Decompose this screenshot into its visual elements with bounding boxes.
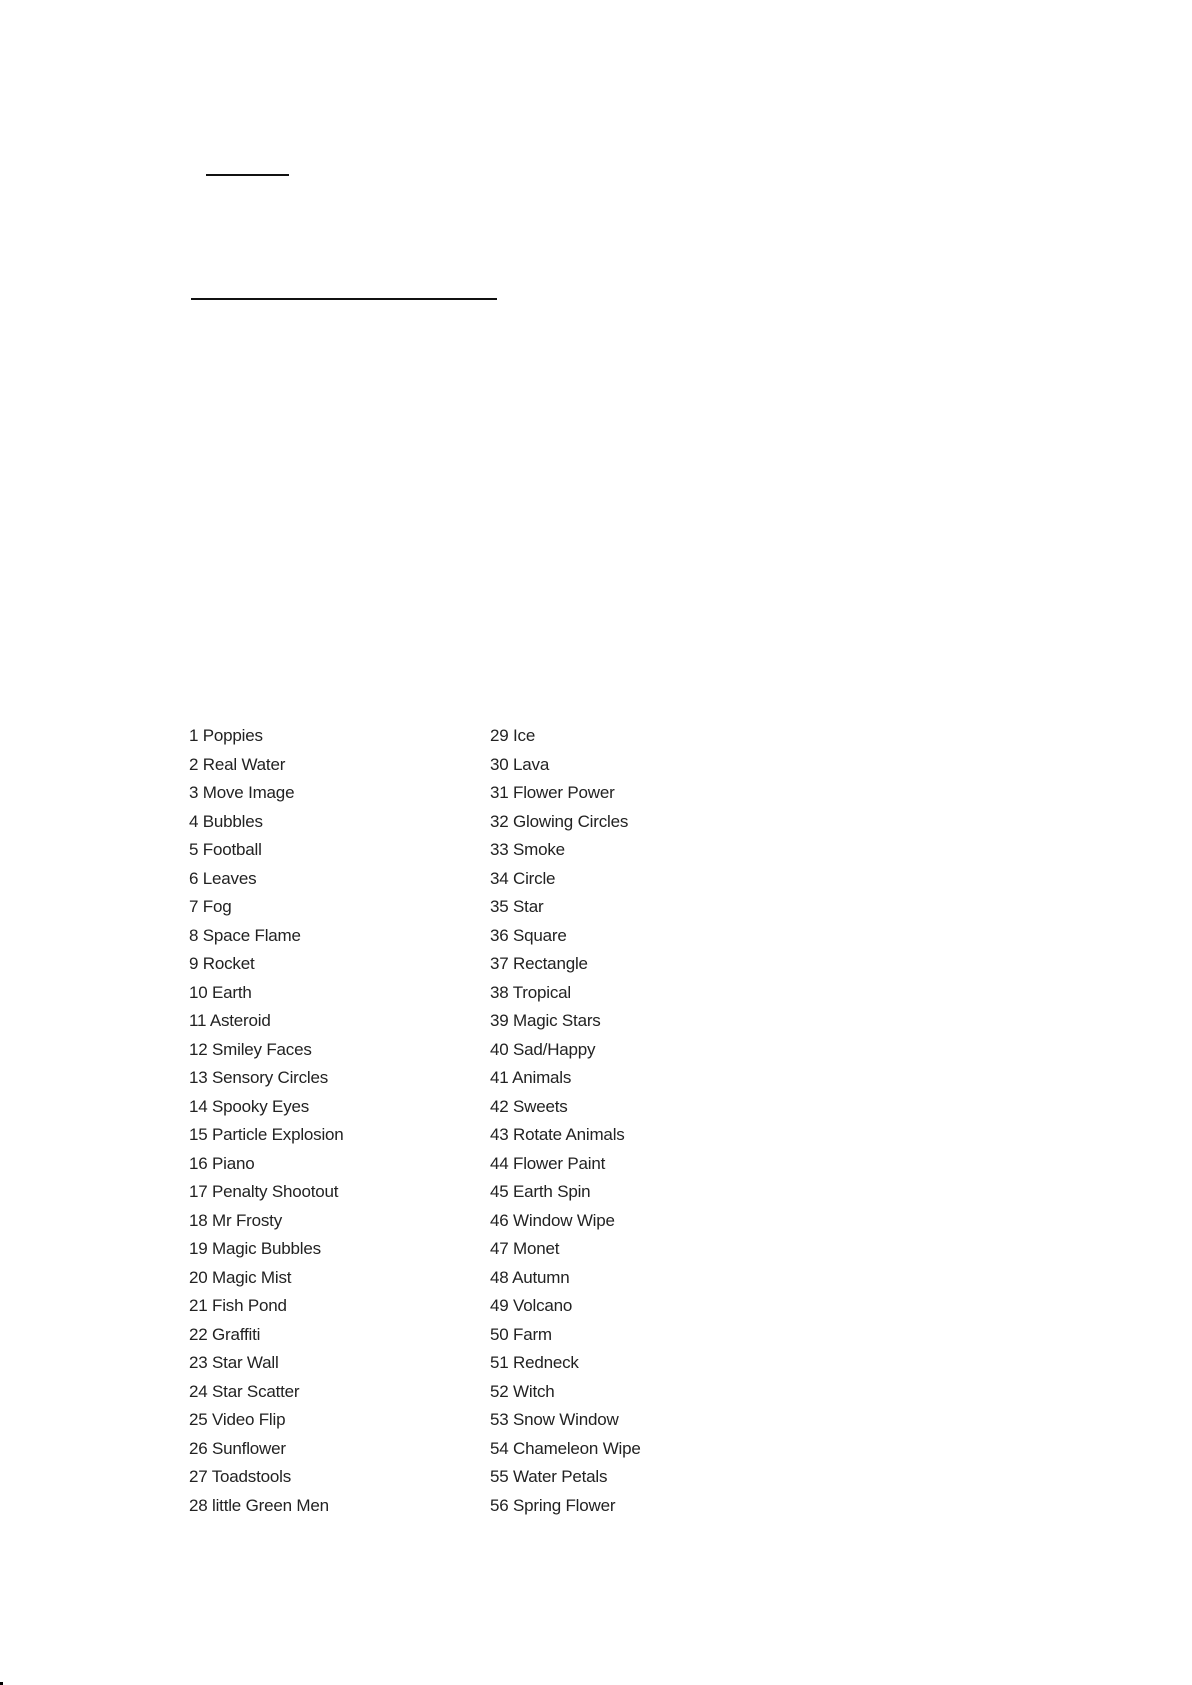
list-item: 28 little Green Men bbox=[189, 1495, 329, 1515]
list-item: 18 Mr Frosty bbox=[189, 1210, 283, 1230]
list-item: 33 Smoke bbox=[490, 840, 565, 859]
list-item: 2 Real Water bbox=[189, 754, 286, 774]
list-item: 34 Circle bbox=[490, 868, 556, 888]
list-item: 5 Football bbox=[189, 840, 262, 859]
list-item: 53 Snow Window bbox=[490, 1410, 619, 1429]
list-item: 37 Rectangle bbox=[490, 954, 588, 973]
list-item: 31 Flower Power bbox=[490, 783, 615, 802]
list-item: 35 Star bbox=[490, 897, 544, 916]
heading-underline-long bbox=[191, 298, 497, 300]
list-item: 30 Lava bbox=[490, 754, 550, 774]
list-item: 25 Video Flip bbox=[189, 1410, 286, 1429]
list-item: 10 Earth bbox=[189, 982, 252, 1002]
list-item: 6 Leaves bbox=[189, 868, 257, 888]
list-item: 29 Ice bbox=[490, 726, 536, 745]
list-item: 41 Animals bbox=[490, 1068, 572, 1087]
effects-list-left-column bbox=[189, 722, 344, 1520]
list-item: 26 Sunflower bbox=[189, 1438, 286, 1458]
list-item: 4 Bubbles bbox=[189, 811, 263, 831]
list-item: 51 Redneck bbox=[490, 1353, 579, 1372]
list-item: 7 Fog bbox=[189, 897, 232, 916]
list-item: 14 Spooky Eyes bbox=[189, 1096, 310, 1116]
list-item: 46 Window Wipe bbox=[490, 1210, 615, 1230]
list-item: 22 Graffiti bbox=[189, 1324, 261, 1344]
list-item: 39 Magic Stars bbox=[490, 1011, 601, 1030]
list-item: 36 Square bbox=[490, 925, 567, 945]
list-item: 50 Farm bbox=[490, 1324, 552, 1344]
list-item: 16 Piano bbox=[189, 1153, 255, 1173]
list-item: 38 Tropical bbox=[490, 982, 571, 1002]
list-item: 3 Move Image bbox=[189, 783, 295, 802]
heading-underline-short bbox=[206, 174, 289, 176]
list-item: 48 Autumn bbox=[490, 1267, 570, 1287]
list-item: 13 Sensory Circles bbox=[189, 1068, 329, 1087]
list-item: 56 Spring Flower bbox=[490, 1495, 616, 1515]
list-item: 27 Toadstools bbox=[189, 1467, 291, 1486]
list-item: 15 Particle Explosion bbox=[189, 1125, 344, 1144]
list-item: 1 Poppies bbox=[189, 726, 263, 745]
list-item: 21 Fish Pond bbox=[189, 1296, 287, 1315]
list-item: 40 Sad/Happy bbox=[490, 1039, 596, 1059]
list-item: 55 Water Petals bbox=[490, 1467, 608, 1486]
list-item: 54 Chameleon Wipe bbox=[490, 1438, 641, 1458]
list-item: 12 Smiley Faces bbox=[189, 1039, 312, 1059]
list-item: 42 Sweets bbox=[490, 1096, 568, 1116]
list-item: 49 Volcano bbox=[490, 1296, 573, 1315]
list-item: 47 Monet bbox=[490, 1239, 560, 1258]
list-item: 17 Penalty Shootout bbox=[189, 1182, 339, 1201]
list-item: 20 Magic Mist bbox=[189, 1267, 292, 1287]
list-item: 24 Star Scatter bbox=[189, 1381, 300, 1401]
list-item: 32 Glowing Circles bbox=[490, 811, 629, 831]
list-item: 45 Earth Spin bbox=[490, 1182, 591, 1201]
list-item: 52 Witch bbox=[490, 1381, 555, 1401]
list-item: 8 Space Flame bbox=[189, 925, 301, 945]
list-item: 44 Flower Paint bbox=[490, 1153, 606, 1173]
list-item: 11 Asteroid bbox=[189, 1011, 271, 1030]
list-item: 43 Rotate Animals bbox=[490, 1125, 625, 1144]
list-item: 23 Star Wall bbox=[189, 1353, 279, 1372]
list-item: 19 Magic Bubbles bbox=[189, 1239, 321, 1258]
list-item: 9 Rocket bbox=[189, 954, 255, 973]
effects-list-right-column bbox=[490, 722, 641, 1520]
